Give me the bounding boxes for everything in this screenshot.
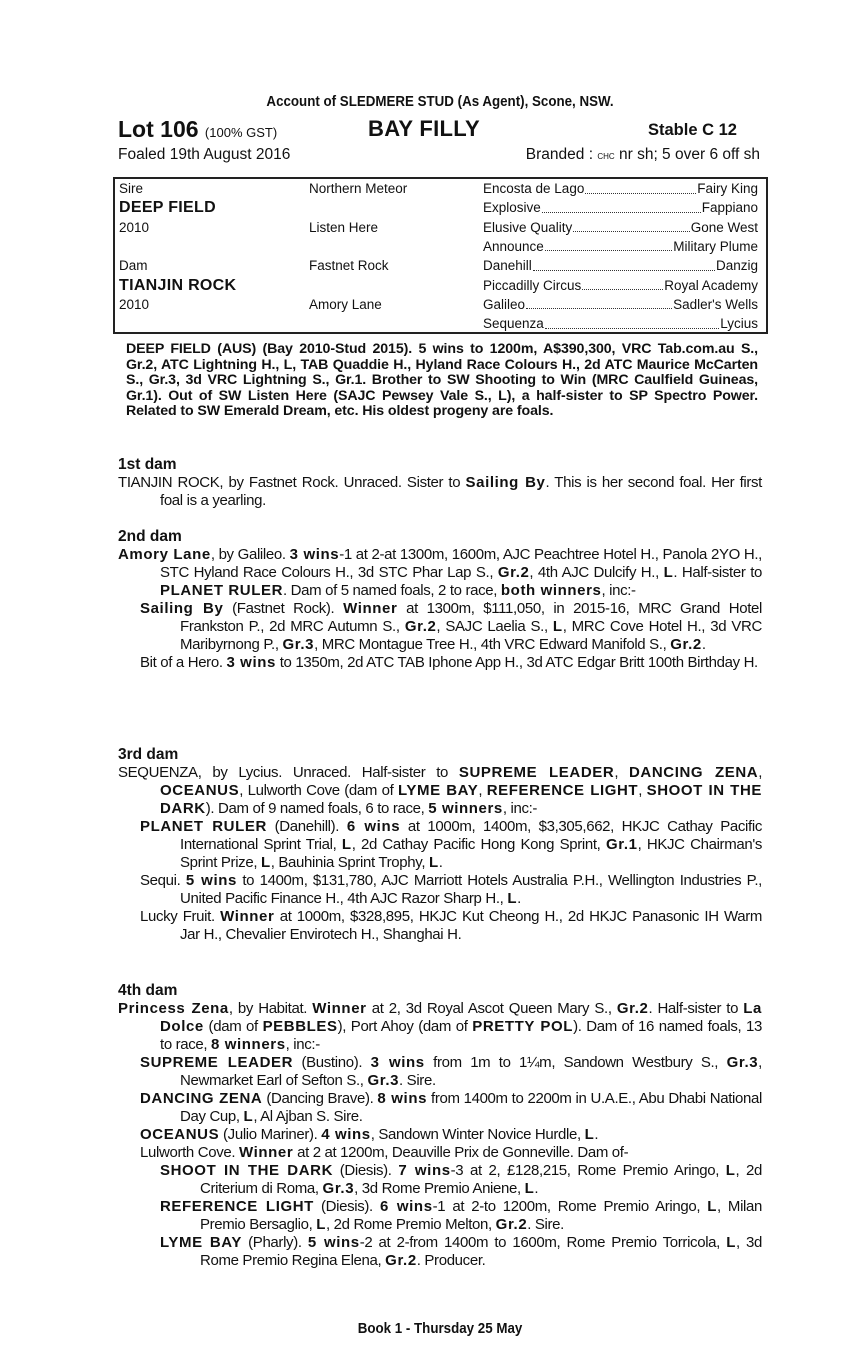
dot-leader: [582, 276, 663, 291]
text: . Producer.: [416, 1252, 486, 1269]
foaled-date: Foaled 19th August 2016: [118, 146, 291, 163]
pedigree-row: [115, 218, 766, 238]
pedigree-row: [115, 198, 766, 218]
bold-text: 5 winners: [428, 800, 503, 817]
stable-location: Stable C 12: [648, 121, 737, 139]
pedigree-col2: Northern Meteor: [309, 181, 408, 196]
pedigree-entry: [140, 1054, 762, 1090]
ancestor: Explosive: [483, 200, 541, 216]
text: , 4th AJC Dulcify H.,: [529, 564, 664, 581]
bold-text: L: [707, 1198, 718, 1215]
ancestor-sire: Sadler's Wells: [673, 296, 758, 312]
text: , 2d Criterium di Roma,: [200, 1162, 762, 1197]
bold-text: OCEANUS: [160, 782, 240, 799]
text: ,: [758, 764, 763, 781]
pedigree-entry: [140, 1126, 762, 1144]
section-heading: 4th dam: [118, 982, 178, 999]
pedigree-col3: [483, 256, 758, 276]
text: , Lulworth Cove (dam of: [239, 782, 399, 799]
pedigree-col1: TIANJIN ROCK: [119, 276, 237, 294]
pedigree-entry: [160, 1198, 763, 1234]
bold-text: Gr.3: [322, 1180, 355, 1197]
bold-text: 3 wins: [289, 546, 340, 563]
bold-text: La Dolce: [160, 1000, 762, 1035]
dot-leader: [542, 198, 701, 213]
pedigree-row: [115, 179, 766, 199]
bold-text: 5 wins: [307, 1234, 360, 1251]
text: , by Galileo.: [210, 546, 290, 563]
pedigree-row: [115, 314, 766, 334]
pedigree-entry: [140, 908, 763, 944]
section-heading: 1st dam: [118, 456, 177, 473]
text: ,: [478, 782, 487, 799]
text: at 2, 3d Royal Ascot Queen Mary S.,: [366, 1000, 617, 1017]
text: (Pharly).: [241, 1234, 308, 1251]
text: (Danehill).: [266, 818, 347, 835]
pedigree-entry: [140, 1090, 762, 1126]
pedigree-table: [113, 177, 768, 334]
text: at 1000m, 1400m, $3,305,662, HKJC Cathay Pacific International Sprint Trial,: [180, 818, 762, 853]
pedigree-entry: [140, 600, 762, 654]
bold-text: L: [584, 1126, 595, 1143]
text: , HKJC Chairman's Sprint Prize,: [180, 836, 762, 871]
pedigree-col3: [483, 218, 758, 238]
bold-text: 8 winners: [211, 1036, 286, 1053]
bold-text: Gr.3: [726, 1054, 759, 1071]
pedigree-row: [115, 295, 766, 315]
ancestor: Danehill: [483, 258, 532, 274]
pedigree-col3: [483, 276, 758, 296]
pedigree-row: [115, 276, 766, 296]
text: at 2 at 1200m, Deauville Prix de Gonneville. Dam of-: [293, 1144, 629, 1161]
pedigree-col3: [483, 237, 758, 257]
bold-text: L: [726, 1234, 736, 1251]
ancestor: Announce: [483, 238, 544, 254]
bold-text: 6 wins: [379, 1198, 433, 1215]
pedigree-col1: Sire: [119, 181, 144, 196]
text: . Half-sister to: [673, 564, 763, 581]
text: .: [438, 854, 443, 871]
bold-text: L: [663, 564, 674, 581]
text: Bit of a Hero.: [140, 654, 227, 671]
bold-text: 6 wins: [346, 818, 401, 835]
text: ), Port Ahoy (dam of: [337, 1018, 473, 1035]
text: , 3d Rome Premio Aniene,: [354, 1180, 525, 1197]
bold-text: 4 wins: [321, 1126, 371, 1143]
pedigree-col3: [483, 179, 758, 199]
ancestor-sire: Danzig: [715, 258, 758, 274]
lot-number: [118, 116, 277, 143]
bold-text: both winners: [500, 582, 602, 599]
text: , inc:-: [285, 1036, 320, 1053]
pedigree-entry: [118, 1000, 763, 1054]
bold-text: SUPREME LEADER: [140, 1054, 294, 1071]
text: (Julio Mariner).: [219, 1126, 322, 1143]
ancestor-sire: Fappiano: [701, 200, 758, 216]
text: ,: [638, 782, 647, 799]
text: , MRC Cove Hotel H., 3d VRC Maribyrnong P.,: [180, 618, 762, 653]
dot-leader: [533, 256, 715, 271]
page-footer: Book 1 - Thursday 25 May: [357, 1321, 523, 1337]
text: -3 at 2, £128,215, Rome Premio Aringo,: [450, 1162, 726, 1179]
text: at 1300m, $111,050, in 2015-16, MRC Grand Hotel Frankston P., 2d MRC Autumn S.,: [180, 600, 762, 635]
pedigree-col3: [483, 198, 758, 218]
bold-text: Gr.1: [605, 836, 638, 853]
text: , inc:-: [502, 800, 538, 817]
pedigree-entry: [118, 764, 763, 818]
text: ,: [614, 764, 629, 781]
text: . Dam of 5 named foals, 2 to race,: [283, 582, 501, 599]
bold-text: LYME BAY: [398, 782, 479, 799]
ancestor-sire: Lycius: [720, 316, 758, 332]
text: from 1400m to 2200m in U.A.E., Abu Dhabi National Day Cup,: [180, 1090, 762, 1125]
text: at 1000m, $328,895, HKJC Kut Cheong H., 2d HKJC Panasonic IH Warm Jar H., Chevalier Envirotech H., Shanghai H.: [180, 908, 763, 943]
dot-leader: [526, 295, 672, 310]
ancestor-sire: Gone West: [690, 219, 758, 235]
text: , Bauhinia Sprint Trophy,: [270, 854, 429, 871]
text: .: [534, 1180, 539, 1197]
text: . Sire.: [399, 1072, 436, 1089]
pedigree-col1: Dam: [119, 258, 148, 274]
pedigree-row: [115, 256, 766, 276]
ancestor-sire: Fairy King: [697, 181, 758, 196]
bold-text: L: [428, 854, 439, 871]
bold-text: PLANET RULER: [160, 582, 284, 599]
text: (Bustino).: [293, 1054, 371, 1071]
branded-label: Branded :: [525, 146, 594, 163]
bold-text: L: [524, 1180, 535, 1197]
text: , Newmarket Earl of Sefton S.,: [180, 1054, 762, 1089]
text: , Al Ajban S. Sire.: [253, 1108, 363, 1125]
lot-label: Lot 106: [118, 116, 199, 142]
bold-text: PLANET RULER: [140, 818, 267, 835]
text: (Diesis).: [313, 1198, 380, 1215]
bold-text: DANCING ZENA: [628, 764, 759, 781]
bold-text: SHOOT IN THE DARK: [160, 1162, 334, 1179]
ancestor: Piccadilly Circus: [483, 277, 582, 293]
bold-text: Winner: [312, 1000, 367, 1017]
text: -1 at 2-at 1300m, 1600m, AJC Peachtree Hotel H., Panola 2YO H., STC Hyland Race Colours H., 3d STC Phar Lap S.,: [160, 546, 762, 581]
bold-text: Gr.2: [616, 1000, 649, 1017]
text: , Sandown Winter Novice Hurdle,: [370, 1126, 585, 1143]
text: TIANJIN ROCK, by Fastnet Rock. Unraced. Sister to: [118, 474, 466, 491]
pedigree-entry: [160, 1234, 762, 1270]
bold-text: L: [341, 836, 352, 853]
bold-text: L: [725, 1162, 736, 1179]
ancestor: Encosta de Lago: [483, 181, 585, 196]
text: .: [517, 890, 521, 907]
pedigree-col2: Listen Here: [309, 219, 379, 235]
pedigree-col1: 2010: [119, 219, 150, 235]
horse-description: BAY FILLY: [368, 116, 480, 141]
text: , by Habitat.: [228, 1000, 313, 1017]
text: . Half-sister to: [648, 1000, 744, 1017]
section-heading: 3rd dam: [118, 746, 179, 763]
pedigree-entry: [160, 1162, 762, 1198]
bold-text: 3 wins: [370, 1054, 425, 1071]
pedigree-col3: [483, 314, 758, 334]
bold-text: REFERENCE LIGHT: [160, 1198, 314, 1215]
bold-text: Gr.2: [385, 1252, 417, 1269]
bold-text: L: [260, 854, 271, 871]
bold-text: Amory Lane: [118, 546, 211, 563]
text: , 3d Rome Premio Regina Elena,: [200, 1234, 762, 1269]
text: ). Dam of 9 named foals, 6 to race,: [205, 800, 429, 817]
sire-biography: DEEP FIELD (AUS) (Bay 2010-Stud 2015). 5 wins to 1200m, A$390,300, VRC Tab.com.au S., Gr.2, ATC Lightning H., L, TAB Quaddie H., Hyland Race Colours H., 2d ATC Maurice McCarten S., Gr.3, 3d VRC Lightning S., Gr.1. Brother to SW Shooting to Win (MRC Caulfield Guineas, Gr.1). Out of SW Listen Here (SAJC Pewsey Vale S., L), a half-sister to SP Spectro Power. Related to SW Emerald Dream, etc. His oldest progeny are foals.: [126, 341, 758, 420]
text: -2 at 2-from 1400m to 1600m, Rome Premio Torricola,: [359, 1234, 727, 1251]
bold-text: L: [243, 1108, 254, 1125]
text: (Dancing Brave).: [262, 1090, 378, 1107]
bold-text: 5 wins: [185, 872, 237, 889]
pedigree-row: [115, 237, 766, 257]
pedigree-entry: [140, 1144, 762, 1162]
vendor-account: Account of SLEDMERE STUD (As Agent), Scone, NSW.: [266, 94, 614, 110]
bold-text: Sailing By: [140, 600, 224, 617]
bold-text: Gr.2: [497, 564, 530, 581]
text: , 2d Rome Premio Melton,: [326, 1216, 496, 1233]
bold-text: Winner: [238, 1144, 294, 1161]
bold-text: Winner: [220, 908, 275, 925]
text: .: [701, 636, 706, 653]
text: (Fastnet Rock).: [223, 600, 344, 617]
text: to 1400m, $131,780, AJC Marriott Hotels Australia P.H., Wellington Industries P., United Pacific Finance H., 4th AJC Razor Sharp H.,: [180, 872, 763, 907]
ancestor: Elusive Quality: [483, 219, 573, 235]
bold-text: DANCING ZENA: [140, 1090, 263, 1107]
dot-leader: [585, 179, 696, 194]
text: , MRC Montague Tree H., 4th VRC Edward Manifold S.,: [314, 636, 671, 653]
bold-text: SUPREME LEADER: [458, 764, 615, 781]
pedigree-col1: 2010: [119, 296, 150, 312]
bold-text: Sailing By: [465, 474, 546, 491]
bold-text: OCEANUS: [140, 1126, 220, 1143]
pedigree-entry: [140, 872, 763, 908]
branded-detail: nr sh; 5 over 6 off sh: [618, 146, 760, 163]
text: Lucky Fruit.: [140, 908, 221, 925]
ancestor: Galileo: [483, 296, 526, 312]
text: , 2d Cathay Pacific Hong Kong Sprint,: [351, 836, 606, 853]
text: .: [594, 1126, 599, 1143]
text: , inc:-: [601, 582, 636, 599]
text: -1 at 2-to 1200m, Rome Premio Aringo,: [432, 1198, 708, 1215]
bold-text: Gr.2: [404, 618, 437, 635]
bold-text: Gr.2: [670, 636, 702, 653]
bold-text: Winner: [343, 600, 398, 617]
section-heading: 2nd dam: [118, 528, 182, 545]
text: . This is her second foal. Her first foal is a yearling.: [160, 474, 762, 509]
ancestor-sire: Military Plume: [673, 238, 758, 254]
bold-text: PRETTY POL: [472, 1018, 574, 1035]
text: Lulworth Cove.: [140, 1144, 239, 1161]
text: to 1350m, 2d ATC TAB Iphone App H., 3d ATC Edgar Britt 100th Birthday H.: [275, 654, 758, 671]
branding: [526, 146, 760, 164]
bold-text: L: [316, 1216, 327, 1233]
text: (dam of: [203, 1018, 263, 1035]
pedigree-col2: Fastnet Rock: [309, 258, 389, 274]
bold-text: LYME BAY: [160, 1234, 242, 1251]
pedigree-entry: [140, 818, 762, 872]
bold-text: 8 wins: [377, 1090, 428, 1107]
pedigree-col3: [483, 295, 758, 315]
pedigree-col1: DEEP FIELD: [119, 199, 216, 217]
bold-text: L: [507, 890, 518, 907]
text: , Milan Premio Bersaglio,: [200, 1198, 763, 1233]
bold-text: REFERENCE LIGHT: [486, 782, 639, 799]
text: . Sire.: [527, 1216, 564, 1233]
bold-text: Gr.2: [495, 1216, 528, 1233]
dot-leader: [573, 218, 689, 233]
pedigree-entry: [118, 474, 762, 510]
bold-text: Gr.3: [282, 636, 315, 653]
pedigree-entry: [140, 654, 762, 672]
text: , SAJC Laelia S.,: [436, 618, 553, 635]
bold-text: 7 wins: [398, 1162, 451, 1179]
ancestor-sire: Royal Academy: [664, 277, 758, 293]
text: from 1m to 1¼m, Sandown Westbury S.,: [424, 1054, 727, 1071]
pedigree-entry: [118, 546, 763, 600]
text: Sequi.: [140, 872, 186, 889]
text: SEQUENZA, by Lycius. Unraced. Half-sister to: [118, 764, 459, 781]
pedigree-col2: Amory Lane: [309, 296, 382, 312]
bold-text: SHOOT IN THE DARK: [160, 782, 762, 817]
bold-text: PEBBLES: [262, 1018, 338, 1035]
ancestor: Sequenza: [483, 316, 544, 332]
bold-text: Gr.3: [367, 1072, 400, 1089]
text: (Diesis).: [333, 1162, 399, 1179]
brand-mark: CHC: [597, 152, 615, 161]
dot-leader: [545, 314, 719, 329]
bold-text: L: [552, 618, 563, 635]
bold-text: 3 wins: [226, 654, 276, 671]
gst-note: (100% GST): [204, 125, 278, 140]
dot-leader: [545, 237, 672, 252]
text: ). Dam of 16 named foals, 13 to race,: [160, 1018, 763, 1053]
bold-text: Princess Zena: [118, 1000, 229, 1017]
